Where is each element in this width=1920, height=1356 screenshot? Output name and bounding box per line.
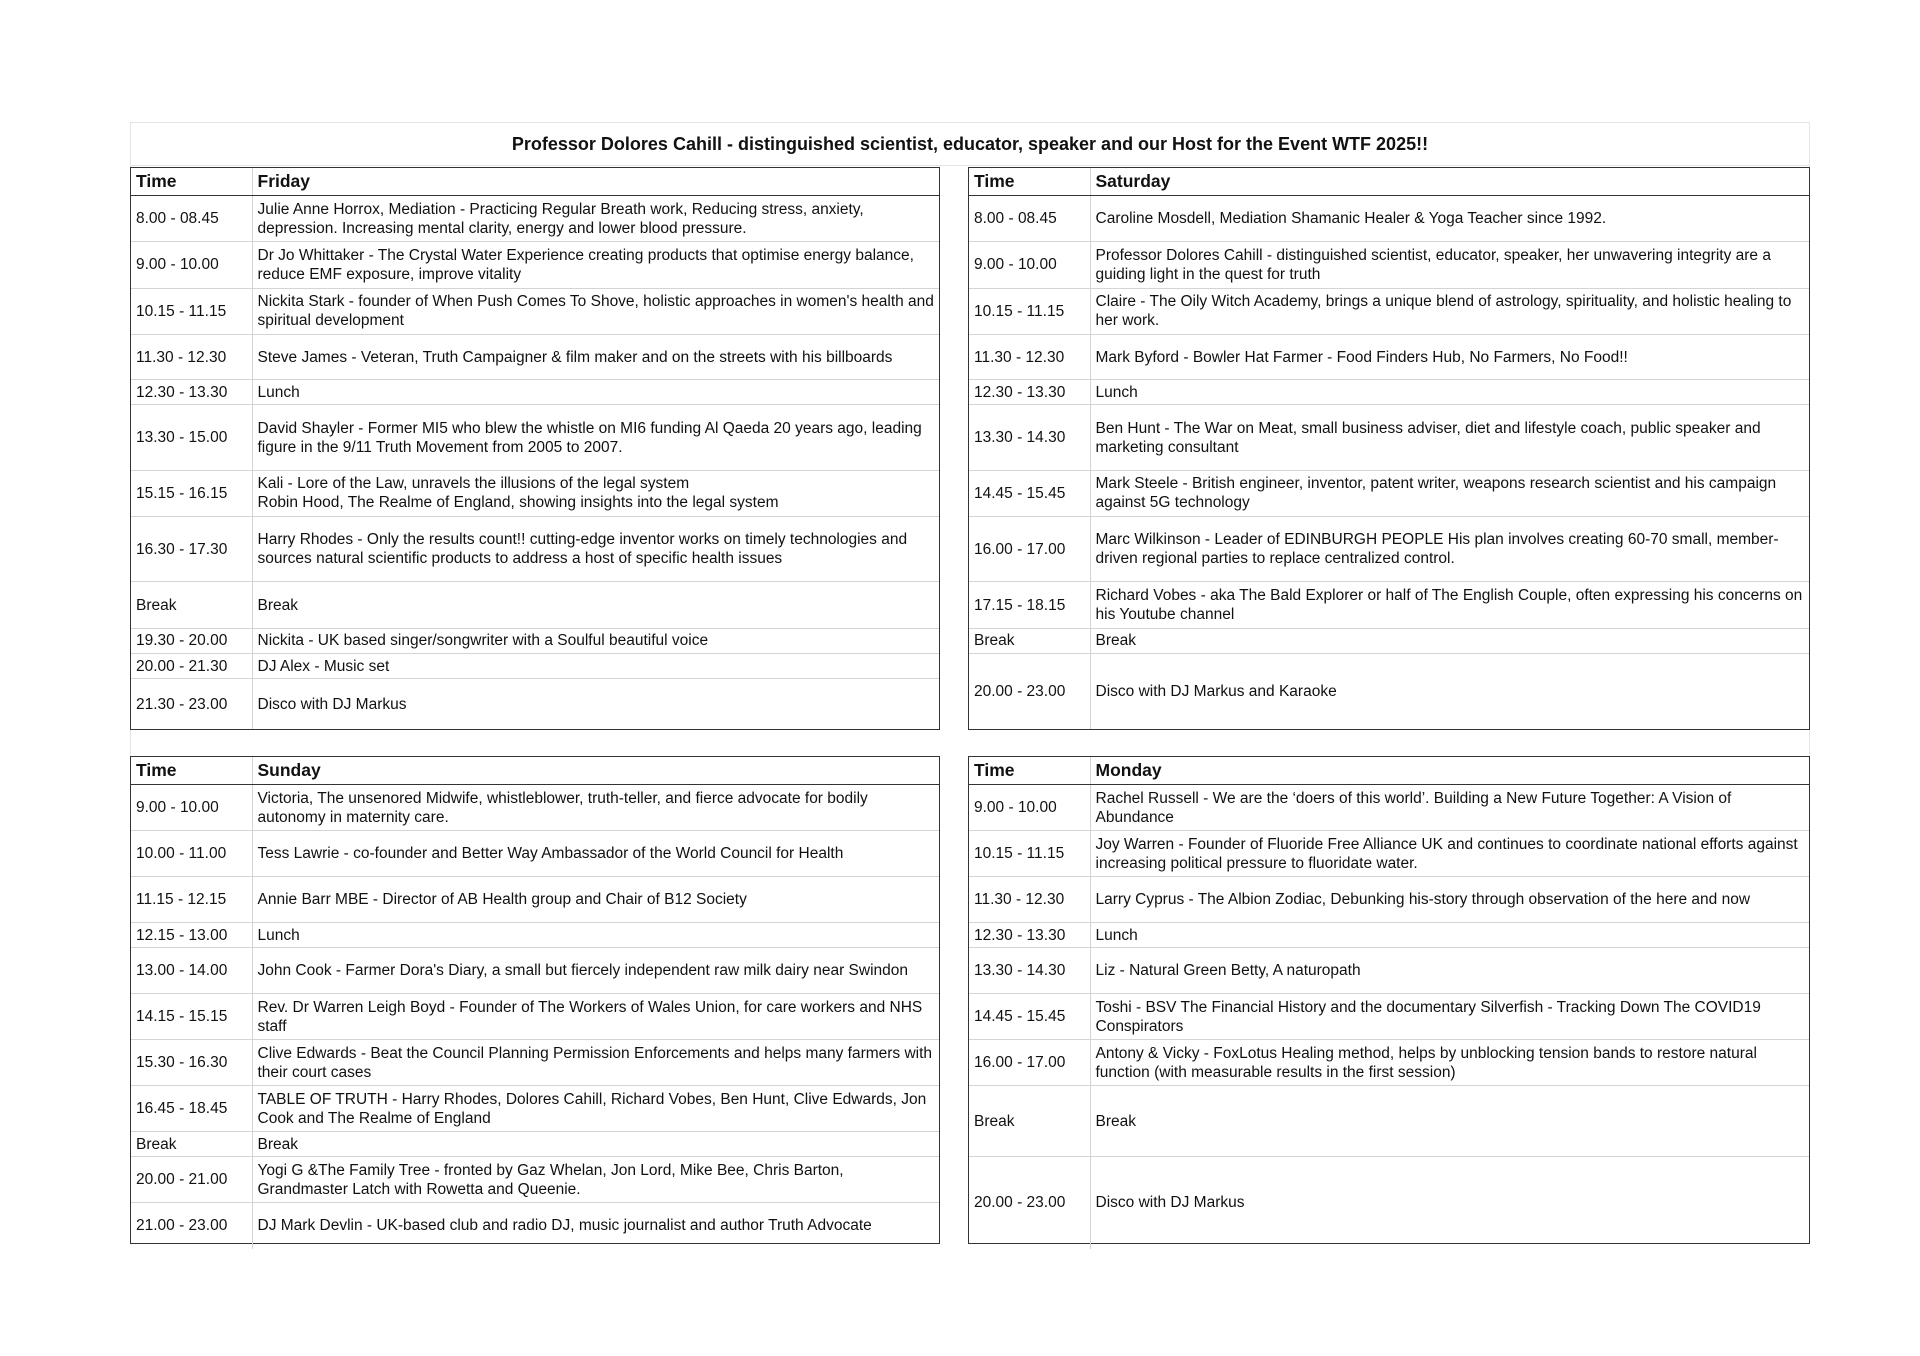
monday-table	[969, 757, 1809, 1249]
time-cell: 16.00 - 17.00	[969, 1040, 1090, 1086]
table-row	[969, 470, 1809, 516]
table-row	[131, 653, 939, 678]
table-row	[969, 628, 1809, 653]
table-row	[131, 470, 939, 516]
activity-cell: Claire - The Oily Witch Academy, brings a unique blend of astrology, spirituality, and holistic healing to her work.	[1090, 288, 1809, 334]
activity-cell: John Cook - Farmer Dora's Diary, a small but fiercely independent raw milk dairy near Swindon	[252, 948, 939, 994]
table-row	[131, 923, 939, 948]
time-cell: 8.00 - 08.45	[131, 196, 252, 242]
table-row	[131, 196, 939, 242]
table-row	[969, 831, 1809, 877]
time-cell: 9.00 - 10.00	[969, 242, 1090, 288]
activity-cell: Lunch	[1090, 923, 1809, 948]
time-cell: 20.00 - 21.00	[131, 1157, 252, 1203]
time-cell: 20.00 - 23.00	[969, 653, 1090, 729]
activity-cell: Clive Edwards - Beat the Council Planning Permission Enforcements and helps many farmers with their court cases	[252, 1040, 939, 1086]
time-cell: 14.15 - 15.15	[131, 994, 252, 1040]
table-row	[131, 679, 939, 729]
time-column-header: Time	[131, 757, 252, 785]
page-title: Professor Dolores Cahill - distinguished scientist, educator, speaker and our Host for the Event WTF 2025!!	[130, 122, 1810, 166]
activity-cell: Larry Cyprus - The Albion Zodiac, Debunking his-story through observation of the here and now	[1090, 877, 1809, 923]
activity-cell: Julie Anne Horrox, Mediation - Practicing Regular Breath work, Reducing stress, anxiety, depression. Increasing mental clarity, energy and lower blood pressure.	[252, 196, 939, 242]
time-cell: 8.00 - 08.45	[969, 196, 1090, 242]
day-column-header: Friday	[252, 168, 939, 196]
activity-cell: Nickita - UK based singer/songwriter with a Soulful beautiful voice	[252, 628, 939, 653]
time-cell: 15.15 - 16.15	[131, 470, 252, 516]
day-column-header: Saturday	[1090, 168, 1809, 196]
schedule-saturday	[968, 167, 1810, 730]
schedule-sunday	[130, 756, 940, 1244]
activity-cell: Rev. Dr Warren Leigh Boyd - Founder of The Workers of Wales Union, for care workers and NHS staff	[252, 994, 939, 1040]
friday-header-row	[131, 168, 939, 196]
time-cell: 16.30 - 17.30	[131, 517, 252, 582]
table-row	[131, 582, 939, 628]
table-row	[969, 380, 1809, 405]
activity-cell: Caroline Mosdell, Mediation Shamanic Healer & Yoga Teacher since 1992.	[1090, 196, 1809, 242]
activity-cell: Richard Vobes - aka The Bald Explorer or half of The English Couple, often expressing his concerns on his Youtube channel	[1090, 582, 1809, 628]
time-column-header: Time	[969, 757, 1090, 785]
activity-cell: Harry Rhodes - Only the results count!! cutting-edge inventor works on timely technologies and sources natural scientific products to address a host of specific health issues	[252, 517, 939, 582]
activity-cell: Dr Jo Whittaker - The Crystal Water Experience creating products that optimise energy balance, reduce EMF exposure, improve vitality	[252, 242, 939, 288]
saturday-table	[969, 168, 1809, 729]
activity-cell: Yogi G &The Family Tree - fronted by Gaz Whelan, Jon Lord, Mike Bee, Chris Barton, Grandmaster Latch with Rowetta and Queenie.	[252, 1157, 939, 1203]
friday-table	[131, 168, 939, 729]
table-row	[131, 948, 939, 994]
time-cell: 9.00 - 10.00	[969, 785, 1090, 831]
table-row	[131, 1086, 939, 1132]
time-cell: 10.15 - 11.15	[969, 288, 1090, 334]
time-cell: Break	[969, 1086, 1090, 1157]
time-cell: Break	[131, 582, 252, 628]
table-row	[131, 1203, 939, 1249]
table-row	[969, 334, 1809, 379]
day-column-header: Monday	[1090, 757, 1809, 785]
time-cell: 12.30 - 13.30	[131, 380, 252, 405]
activity-cell: Kali - Lore of the Law, unravels the illusions of the legal system Robin Hood, The Realme of England, showing insights into the legal system	[252, 470, 939, 516]
time-cell: 9.00 - 10.00	[131, 785, 252, 831]
time-cell: 12.30 - 13.30	[969, 380, 1090, 405]
monday-header-row	[969, 757, 1809, 785]
activity-cell: DJ Alex - Music set	[252, 653, 939, 678]
activity-cell: DJ Mark Devlin - UK-based club and radio DJ, music journalist and author Truth Advocate	[257, 1217, 872, 1235]
time-cell: 17.15 - 18.15	[969, 582, 1090, 628]
time-cell: 10.15 - 11.15	[969, 831, 1090, 877]
table-row	[131, 785, 939, 831]
time-column-header: Time	[131, 168, 252, 196]
activity-cell: Break	[252, 582, 939, 628]
time-cell: 15.30 - 16.30	[131, 1040, 252, 1086]
time-cell: 13.30 - 14.30	[969, 948, 1090, 994]
table-row	[131, 517, 939, 582]
table-row	[131, 831, 939, 877]
table-row	[131, 994, 939, 1040]
activity-cell: Annie Barr MBE - Director of AB Health group and Chair of B12 Society	[252, 877, 939, 923]
saturday-header-row	[969, 168, 1809, 196]
table-row	[969, 785, 1809, 831]
schedule-sheet	[130, 122, 1810, 1244]
table-row	[969, 242, 1809, 288]
time-cell: 11.15 - 12.15	[131, 877, 252, 923]
table-row	[131, 1157, 939, 1203]
table-row	[969, 405, 1809, 470]
table-row	[969, 948, 1809, 994]
activity-cell: Disco with DJ Markus	[1095, 1194, 1245, 1212]
table-row	[969, 196, 1809, 242]
table-row	[969, 923, 1809, 948]
activity-cell: Antony & Vicky - FoxLotus Healing method, helps by unblocking tension bands to restore natural function (with measurable results in the first session)	[1090, 1040, 1809, 1086]
activity-cell: Mark Byford - Bowler Hat Farmer - Food Finders Hub, No Farmers, No Food!!	[1090, 334, 1809, 379]
activity-cell: Disco with DJ Markus	[257, 695, 407, 713]
time-cell: 13.30 - 14.30	[969, 405, 1090, 470]
table-row	[131, 628, 939, 653]
activity-cell: Lunch	[252, 923, 939, 948]
time-cell: 21.30 - 23.00	[131, 679, 252, 729]
time-cell: 12.30 - 13.30	[969, 923, 1090, 948]
time-cell: 16.00 - 17.00	[969, 517, 1090, 582]
table-row	[969, 1086, 1809, 1157]
activity-cell: Professor Dolores Cahill - distinguished scientist, educator, speaker, her unwavering integrity are a guiding light in the quest for truth	[1090, 242, 1809, 288]
time-cell: Break	[131, 1132, 252, 1157]
activity-cell: Rachel Russell - We are the ‘doers of this world’. Building a New Future Together: A Vision of Abundance	[1090, 785, 1809, 831]
time-cell: 13.00 - 14.00	[131, 948, 252, 994]
schedule-friday	[130, 167, 940, 730]
time-cell: 20.00 - 23.00	[969, 1157, 1090, 1249]
time-cell: 19.30 - 20.00	[131, 628, 252, 653]
table-row	[969, 582, 1809, 628]
time-cell: 21.00 - 23.00	[131, 1203, 252, 1249]
table-row	[131, 1040, 939, 1086]
table-row	[969, 517, 1809, 582]
time-cell: 14.45 - 15.45	[969, 470, 1090, 516]
activity-cell: Tess Lawrie - co-founder and Better Way Ambassador of the World Council for Health	[252, 831, 939, 877]
day-column-header: Sunday	[252, 757, 939, 785]
time-cell: Break	[969, 628, 1090, 653]
activity-cell: Break	[1090, 1086, 1809, 1157]
time-cell: 11.30 - 12.30	[969, 334, 1090, 379]
table-row	[969, 1040, 1809, 1086]
time-cell: 13.30 - 15.00	[131, 405, 252, 470]
activity-cell: David Shayler - Former MI5 who blew the whistle on MI6 funding Al Qaeda 20 years ago, leading figure in the 9/11 Truth Movement from 2005 to 2007.	[252, 405, 939, 470]
table-row	[969, 653, 1809, 729]
table-row	[131, 242, 939, 288]
table-row	[969, 994, 1809, 1040]
schedule-monday	[968, 756, 1810, 1244]
activity-cell: Break	[252, 1132, 939, 1157]
time-cell: 16.45 - 18.45	[131, 1086, 252, 1132]
activity-cell: TABLE OF TRUTH - Harry Rhodes, Dolores Cahill, Richard Vobes, Ben Hunt, Clive Edwards, Jon Cook and The Realme of England	[252, 1086, 939, 1132]
time-cell: 9.00 - 10.00	[131, 242, 252, 288]
time-cell: 11.30 - 12.30	[131, 334, 252, 379]
time-cell: 20.00 - 21.30	[131, 653, 252, 678]
table-row	[969, 877, 1809, 923]
activity-cell: Break	[1090, 628, 1809, 653]
table-row	[969, 288, 1809, 334]
activity-cell: Toshi - BSV The Financial History and the documentary Silverfish - Tracking Down The COVID19 Conspirators	[1090, 994, 1809, 1040]
table-row	[131, 380, 939, 405]
sunday-table	[131, 757, 939, 1249]
table-row	[131, 877, 939, 923]
sunday-header-row	[131, 757, 939, 785]
activity-cell: Steve James - Veteran, Truth Campaigner & film maker and on the streets with his billboards	[252, 334, 939, 379]
activity-cell: Lunch	[1090, 380, 1809, 405]
table-row	[131, 288, 939, 334]
activity-cell: Disco with DJ Markus and Karaoke	[1095, 682, 1337, 700]
table-row	[131, 334, 939, 379]
time-cell: 12.15 - 13.00	[131, 923, 252, 948]
activity-cell: Mark Steele - British engineer, inventor, patent writer, weapons research scientist and his campaign against 5G technology	[1090, 470, 1809, 516]
time-cell: 10.00 - 11.00	[131, 831, 252, 877]
time-cell: 14.45 - 15.45	[969, 994, 1090, 1040]
activity-cell: Liz - Natural Green Betty, A naturopath	[1090, 948, 1809, 994]
table-row	[131, 1132, 939, 1157]
time-cell: 10.15 - 11.15	[131, 288, 252, 334]
activity-cell: Nickita Stark - founder of When Push Comes To Shove, holistic approaches in women's health and spiritual development	[252, 288, 939, 334]
activity-cell: Ben Hunt - The War on Meat, small business adviser, diet and lifestyle coach, public speaker and marketing consultant	[1090, 405, 1809, 470]
time-column-header: Time	[969, 168, 1090, 196]
activity-cell: Lunch	[252, 380, 939, 405]
table-row	[131, 405, 939, 470]
activity-cell: Joy Warren - Founder of Fluoride Free Alliance UK and continues to coordinate national efforts against increasing political pressure to fluoridate water.	[1090, 831, 1809, 877]
activity-cell: Victoria, The unsenored Midwife, whistleblower, truth-teller, and fierce advocate for bodily autonomy in maternity care.	[252, 785, 939, 831]
time-cell: 11.30 - 12.30	[969, 877, 1090, 923]
table-row	[969, 1157, 1809, 1249]
activity-cell: Marc Wilkinson - Leader of EDINBURGH PEOPLE His plan involves creating 60-70 small, member-driven regional parties to replace centralized control.	[1090, 517, 1809, 582]
